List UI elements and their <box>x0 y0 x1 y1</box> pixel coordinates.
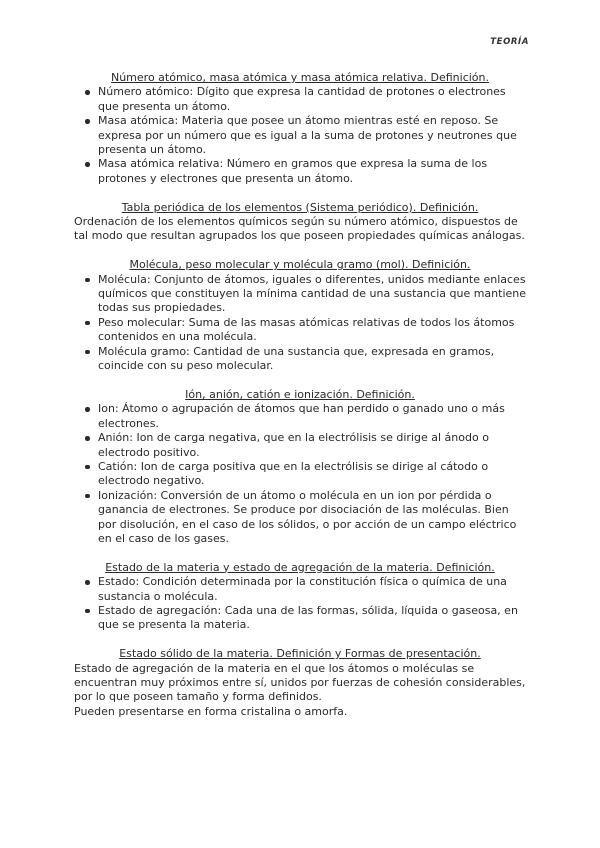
section-heading: Molécula, peso molecular y molécula gramo (mol). Definición. <box>129 258 471 272</box>
list-item: Estado: Condición determinada por la constitución física o química de una sustancia o molécula. <box>98 575 526 604</box>
list-item: Anión: Ion de carga negativa, que en la electrólisis se dirige al ánodo o electrodo positivo. <box>98 431 526 460</box>
section-states-of-matter <box>74 561 526 633</box>
list-item: Catión: Ion de carga positiva que en la electrólisis se dirige al cátodo o electrodo negativo. <box>98 460 526 489</box>
page-tag: TEORÍA <box>490 37 529 47</box>
section-heading: Estado sólido de la materia. Definición y Formas de presentación. <box>119 647 481 661</box>
paragraph: Pueden presentarse en forma cristalina o amorfa. <box>74 704 348 718</box>
section-periodic-table <box>74 201 526 244</box>
list-item: Masa atómica: Materia que posee un átomo mientras esté en reposo. Se expresa por un número que es igual a la suma de protones y neutrones que presenta un átomo. <box>98 114 526 157</box>
section-heading: Ión, anión, catión e ionización. Definición. <box>185 387 415 401</box>
definition-list <box>74 85 526 186</box>
list-item: Número atómico: Dígito que expresa la cantidad de protones o electrones que presenta un átomo. <box>98 85 526 114</box>
list-item: Ionización: Conversión de un átomo o molécula en un ion por pérdida o ganancia de electrones. Se produce por disociación de las moléculas. Bien por disolución, en el caso de los sólidos, o por acción de un campo eléctrico en el caso de los gases. <box>98 489 526 547</box>
section-solid-state <box>74 647 526 719</box>
paragraph: Ordenación de los elementos químicos según su número atómico, dispuestos de tal modo que resultan agrupados los que poseen propiedades químicas análogas. <box>74 215 525 243</box>
definition-list <box>74 402 526 546</box>
definition-list <box>74 575 526 633</box>
list-item: Peso molecular: Suma de las masas atómicas relativas de todos los átomos contenidos en una molécula. <box>98 316 526 345</box>
section-atomic-number <box>74 71 526 186</box>
section-heading: Número atómico, masa atómica y masa atómica relativa. Definición. <box>110 71 489 84</box>
section-ions <box>74 388 526 546</box>
list-item: Estado de agregación: Cada una de las formas, sólida, líquida o gaseosa, en que se presenta la materia. <box>98 604 526 633</box>
list-item: Molécula gramo: Cantidad de una sustancia que, expresada en gramos, coincide con su peso molecular. <box>98 345 526 374</box>
definition-list <box>74 273 526 374</box>
document-body <box>74 71 526 734</box>
section-molecule <box>74 258 526 373</box>
list-item: Molécula: Conjunto de átomos, iguales o diferentes, unidos mediante enlaces químicos que constituyen la mínima cantidad de una sustancia que mantiene todas sus propiedades. <box>98 272 527 315</box>
paragraph: Estado de agregación de la materia en el que los átomos o moléculas se encuentran muy próximos entre sí, unidos por fuerzas de cohesión considerables, por lo que poseen tamaño y forma definidos. <box>74 661 526 704</box>
section-heading: Estado de la materia y estado de agregación de la materia. Definición. <box>105 560 495 574</box>
list-item: Masa atómica relativa: Número en gramos que expresa la suma de los protones y electrones que presenta un átomo. <box>98 157 526 186</box>
section-heading: Tabla periódica de los elementos (Sistema periódico). Definición. <box>121 200 479 214</box>
list-item: Ion: Átomo o agrupación de átomos que han perdido o ganado uno o más electrones. <box>98 402 526 431</box>
